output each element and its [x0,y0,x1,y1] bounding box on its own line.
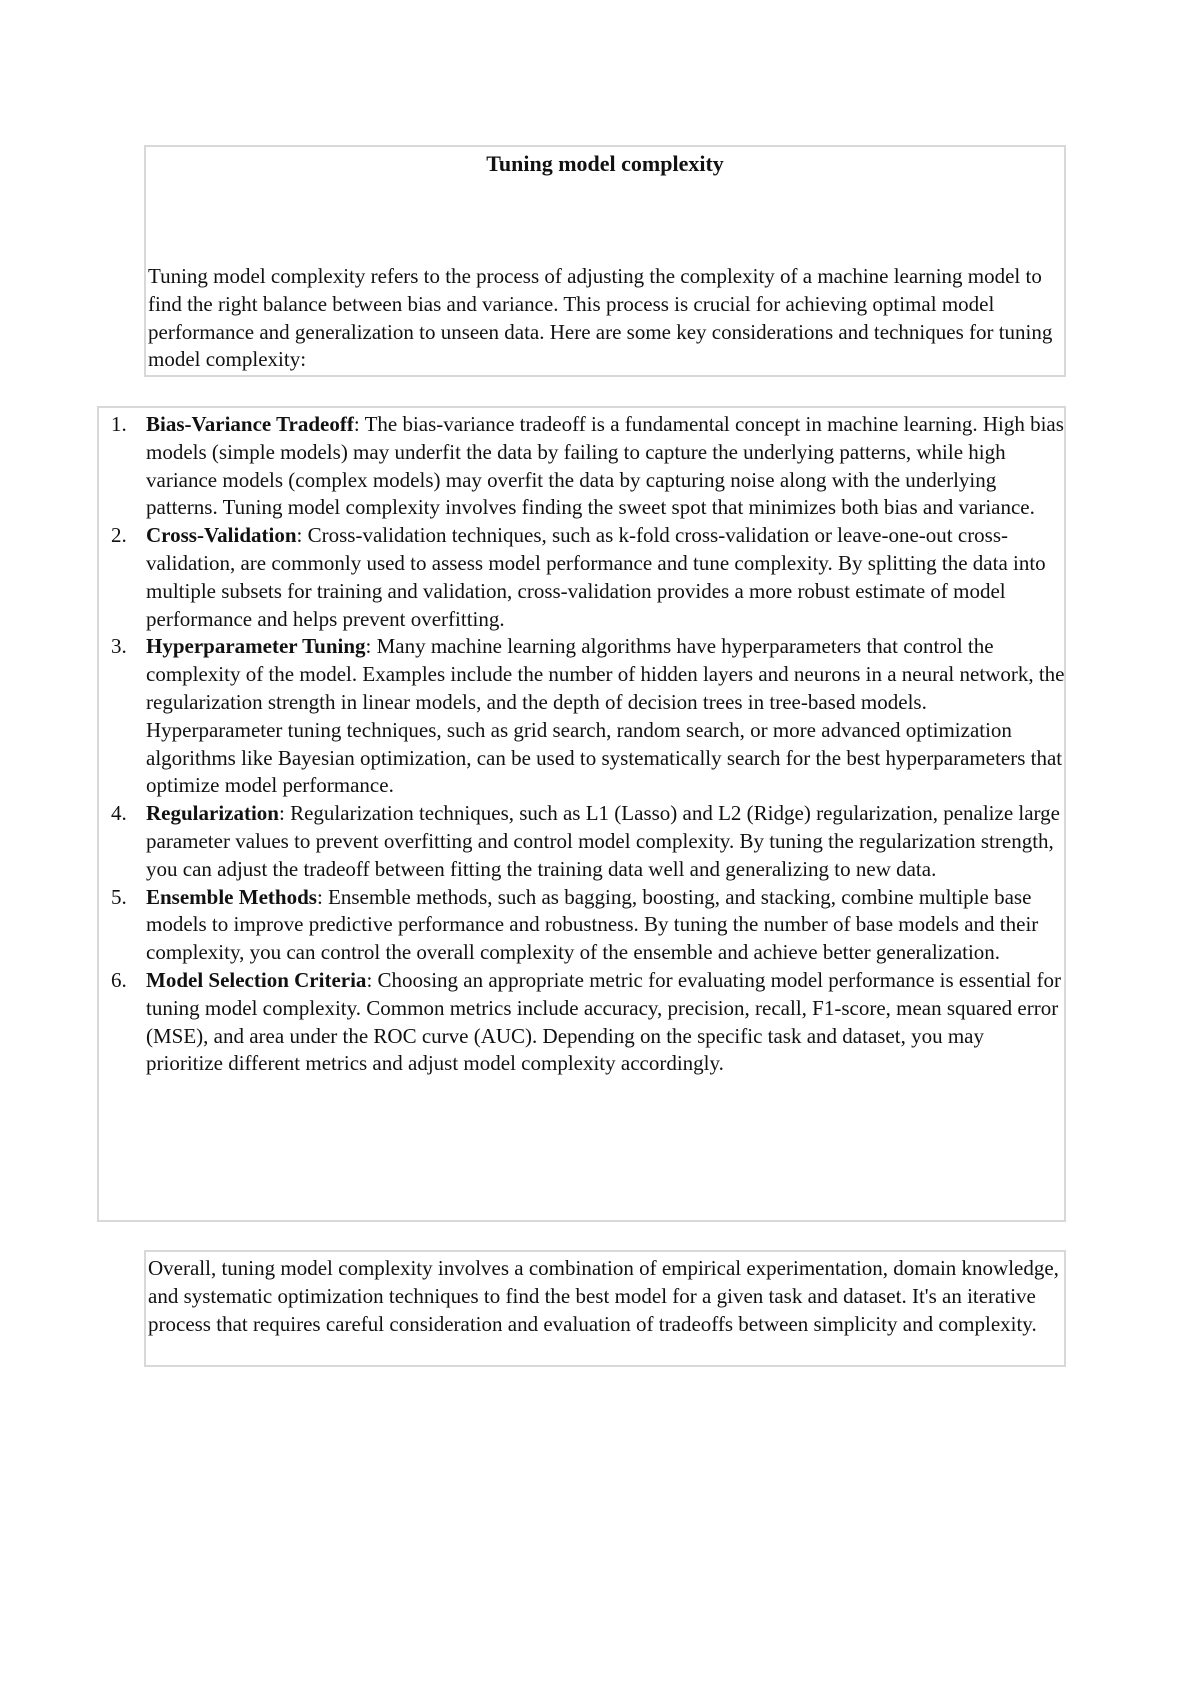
item-term: Bias-Variance Tradeoff [146,412,354,436]
list-item [99,633,1065,800]
conclusion-section [144,1250,1066,1367]
item-description: : Ensemble methods, such as bagging, boosting, and stacking, combine multiple base models to improve predictive performance and robustness. By tuning the number of base models and their complexity, you can control the overall complexity of the ensemble and achieve better generalization. [146,884,1039,965]
conclusion-paragraph: Overall, tuning model complexity involves a combination of empirical experimentation, domain knowledge, and systematic optimization techniques to find the best model for a given task and dataset. It's an iterative process that requires careful consideration and evaluation of tradeoffs between simplicity and complexity. [148,1256,1059,1336]
item-number: 2. [111,523,127,548]
page-title: Tuning model complexity [486,151,724,176]
techniques-section [97,406,1066,1222]
intro-paragraph: Tuning model complexity refers to the process of adjusting the complexity of a machine learning model to find the right balance between bias and variance. This process is crucial for achieving optimal model performance and generalization to unseen data. Here are some key considerations and techniques for tuning model complexity: [148,264,1053,372]
item-term: Cross-Validation [146,523,297,548]
item-description: : Regularization techniques, such as L1 (Lasso) and L2 (Ridge) regularization, penalize large parameter values to prevent overfitting and control model complexity. By tuning the regularization strength, you can adjust the tradeoff between fitting the training data well and generalizing to new data. [146,801,1060,881]
techniques-list [99,411,1065,1078]
list-item [99,800,1065,883]
intro-section [144,145,1066,377]
list-item [99,967,1065,1078]
item-number: 5. [111,884,127,909]
list-item [99,884,1065,967]
item-term: Ensemble Methods [146,884,317,909]
item-description: : Cross-validation techniques, such as k-fold cross-validation or leave-one-out cross-validation, are commonly used to assess model performance and tune complexity. By splitting the data into multiple subsets for training and validation, cross-validation provides a more robust estimate of model performance and helps prevent overfitting. [146,523,1046,631]
item-number: 1. [111,412,127,436]
item-term: Model Selection Criteria [146,967,367,992]
list-item [99,411,1065,522]
item-term: Hyperparameter Tuning [146,634,366,659]
item-number: 4. [111,801,127,826]
item-number: 3. [111,634,127,659]
item-description: : The bias-variance tradeoff is a fundamental concept in machine learning. High bias models (simple models) may underfit the data by failing to capture the underlying patterns, while high variance models (complex models) may overfit the data by capturing noise along with the underlying patterns. Tuning model complexity involves finding the sweet spot that minimizes both bias and variance. [146,412,1064,520]
item-description: : Choosing an appropriate metric for evaluating model performance is essential for tuning model complexity. Common metrics include accuracy, precision, recall, F1-score, mean squared error (MSE), and area under the ROC curve (AUC). Depending on the specific task and dataset, you may prioritize different metrics and adjust model complexity accordingly. [146,967,1061,1076]
item-number: 6. [111,967,127,992]
list-item [99,522,1065,633]
item-description: : Many machine learning algorithms have hyperparameters that control the complexity of the model. Examples include the number of hidden layers and neurons in a neural network, the regularization strength in linear models, and the depth of decision trees in tree-based models. Hyperparameter tuning techniques, such as grid search, random search, or more advanced optimization algorithms like Bayesian optimization, can be used to systematically search for the best hyperparameters that optimize model performance. [146,634,1065,798]
item-term: Regularization [146,801,279,826]
